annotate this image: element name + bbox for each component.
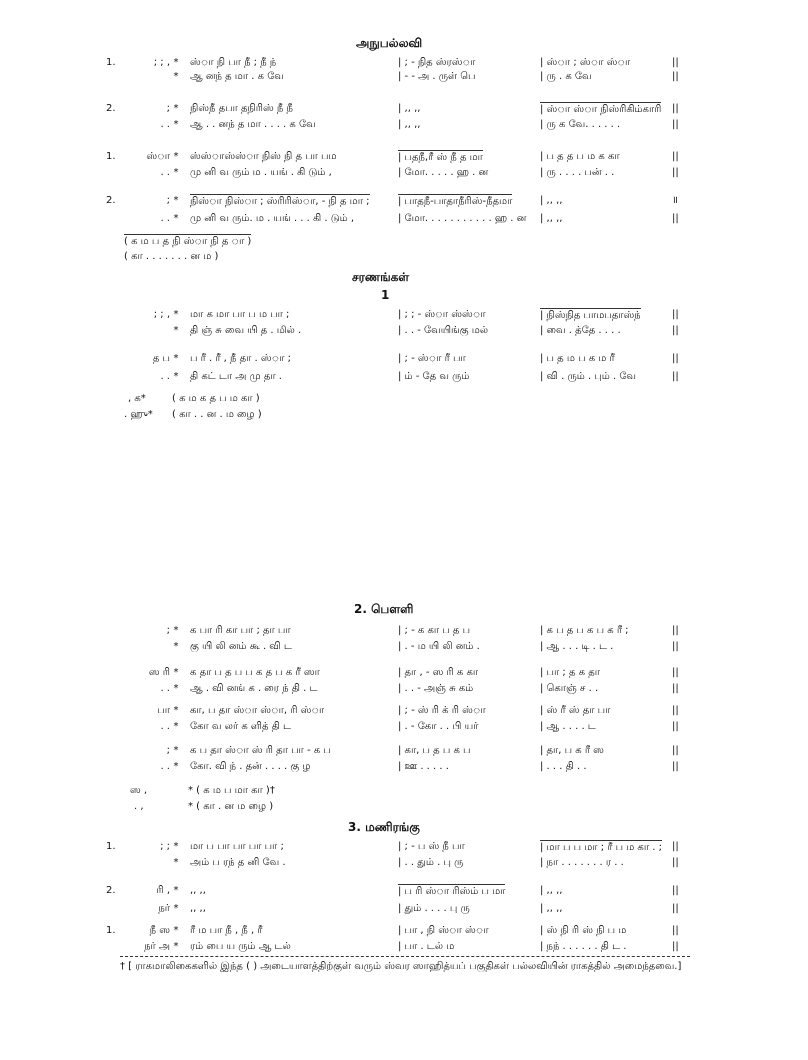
paren-lead: , க*	[128, 393, 146, 404]
measure-2: | . - கோ . . பி யர்	[398, 721, 479, 732]
measure-1: கோ வ லர் க ளித் தி ட	[190, 721, 292, 732]
measure-1: கோ. வி ந் . தன் . . . . கு ழ	[190, 761, 311, 772]
measure-3: | ,, ,,	[540, 195, 563, 206]
measure-2: | ஊ . . . . .	[398, 761, 449, 772]
measure-3: | மா ப ப மா ; ரீ ப ம கா . ;	[540, 842, 662, 853]
paren-lead: . ஹு*	[124, 409, 153, 420]
measure-3: | ப த ம ப க ம ரீ	[540, 353, 615, 364]
bar-end: ||	[672, 309, 679, 320]
star-marker: *	[173, 705, 179, 716]
notation-row	[0, 194, 808, 208]
measure-1: அம் ப ரந் த னி வே .	[190, 857, 286, 868]
star-marker: *	[173, 151, 179, 162]
notation-row	[0, 924, 808, 938]
measure-3: | நா . . . . . . . ர . .	[540, 857, 624, 868]
section-heading-charanangal: சரணங்கள்	[352, 270, 410, 284]
bar-end: ||	[672, 213, 679, 224]
star-marker: *	[173, 119, 179, 130]
star-marker: *	[173, 941, 179, 952]
row-lead: ;	[166, 195, 170, 206]
measure-3: | கொஞ் ச . .	[540, 683, 599, 694]
bar-end: ||	[672, 683, 679, 694]
measure-1: ரம் பை ய ரும் ஆ டல்	[190, 941, 291, 952]
row-lead: . .	[160, 371, 170, 382]
measure-1: க தா ப த ப ப க த ப க ரீ ஸா	[190, 667, 320, 678]
measure-2: | ம் - தே வ ரும்	[398, 371, 470, 382]
measure-1: மு னி வ ரும். ம . யங் . . . கி . டும் ,	[190, 213, 355, 224]
bar-end: ||	[672, 857, 679, 868]
star-marker: *	[173, 71, 179, 82]
measure-2: | ; - நித ஸ்ரஸ்ா	[398, 57, 476, 68]
measure-2: | . . - வேயிங்கு மல்	[398, 325, 489, 336]
notation-row	[0, 150, 808, 164]
lyric-row	[0, 370, 808, 384]
row-lead: . .	[160, 167, 170, 178]
row-number: 1.	[106, 925, 116, 936]
star-marker: *	[173, 625, 179, 636]
row-number: 1.	[106, 151, 116, 162]
measure-1: கா, ப தா ஸ்ா ஸ்ா, ரி ஸ்ா	[190, 705, 325, 716]
lyric-row	[0, 166, 808, 180]
star-marker: *	[173, 761, 179, 772]
measure-3: | ரு . க வே	[540, 71, 592, 82]
measure-2: | பதநீ,ரீ ஸ் நீ த மா	[398, 152, 483, 163]
measure-2: | பா , நி ஸ்ா ஸ்ா	[398, 925, 489, 936]
notation-row	[0, 704, 808, 718]
measure-3: | ரு . . . . பன் . .	[540, 167, 615, 178]
raga-paren-sahitya: * ( கா . ன ம ழை )	[188, 801, 274, 812]
row-lead: ஸ ரி	[148, 667, 170, 678]
bar-end: ||	[672, 57, 679, 68]
bar-end: ||	[672, 641, 679, 652]
measure-3: | தா, ப க ரீ ஸ	[540, 745, 604, 756]
row-number: 1.	[106, 841, 116, 852]
bar-end: ||	[672, 371, 679, 382]
star-marker: *	[173, 885, 179, 896]
measure-1: மா க மா பா ப ம பா ;	[190, 309, 290, 320]
lyric-row	[0, 70, 808, 84]
measure-2: | ப ரி ஸ்ா ரிஸ்ம் ப மா	[398, 886, 506, 897]
row-lead: நர்	[158, 903, 170, 914]
lyric-row	[0, 640, 808, 654]
row-lead: ;	[166, 103, 170, 114]
star-marker: *	[173, 309, 179, 320]
bar-end: ||	[672, 151, 679, 162]
footnote-rule	[120, 956, 690, 957]
measure-3: | பா ; த க தா	[540, 667, 600, 678]
measure-3: | . . . தி . .	[540, 761, 587, 772]
row-lead: நீ ஸ	[149, 925, 170, 936]
row-lead: ; ; ,	[153, 309, 170, 320]
measure-2: | பாதநீ-பாதாநீரிஸ்-நீதமா	[398, 196, 513, 207]
row-lead: . .	[160, 213, 170, 224]
measure-3: | வி . ரும் . பும் . வே	[540, 371, 637, 382]
row-lead: ; ; ,	[153, 57, 170, 68]
measure-3: | ஸ்ா ஸ்ா நிஸ்ரிகிம்காரி	[540, 104, 662, 115]
measure-2: | மோ. . . . . ஹ . ன	[398, 167, 489, 178]
lyric-row	[0, 856, 808, 870]
bar-end: ||	[672, 625, 679, 636]
measure-2: | ,, ,,	[398, 103, 421, 114]
bar-end: ||	[672, 925, 679, 936]
star-marker: *	[173, 57, 179, 68]
star-marker: *	[173, 683, 179, 694]
measure-1: மு னி வ ரும் ம . யங் . கி டும் ,	[190, 167, 332, 178]
measure-3: | ரு க வே. . . . . .	[540, 119, 621, 130]
bar-end: ||	[672, 941, 679, 952]
raga-paren-swara: ( க ம ப த நி ஸ்ா நி த ா )	[124, 236, 252, 247]
bar-end: ||	[672, 667, 679, 678]
measure-3: | நிஸ்நித பாமபதாஸ்ந்	[540, 310, 641, 321]
star-marker: *	[173, 325, 179, 336]
measure-1: நிஸ்ா நிஸ்ா ; ஸ்ரிரிஸ்ா, - நி த மா ;	[190, 196, 370, 207]
lyric-row	[0, 212, 808, 226]
measure-3: | ஸ் நி ரி ஸ் நி ப ம	[540, 925, 627, 936]
star-marker: *	[173, 213, 179, 224]
measure-3: | ,, ,,	[540, 213, 563, 224]
notation-row	[0, 56, 808, 70]
notation-row	[0, 102, 808, 116]
row-lead: பா	[157, 705, 170, 716]
bar-end: ||	[672, 119, 679, 130]
measure-3: | வை . த்தே . . . .	[540, 325, 621, 336]
star-marker: *	[173, 641, 179, 652]
lyric-row	[0, 118, 808, 132]
measure-1: கு யி லி னம் கூ . வி ட	[190, 641, 292, 652]
raga-paren-swara: ( க ம க த ப ம கா )	[172, 393, 260, 404]
measure-1: ,, ,,	[190, 885, 206, 896]
measure-2: | ; - ஸ் ரி க் ரி ஸ்ா	[398, 705, 486, 716]
measure-2: | - - அ . ருள் பெ	[398, 71, 476, 82]
notation-row	[0, 666, 808, 680]
measure-2: | . . தும் . பு ரு	[398, 857, 464, 868]
star-marker: *	[173, 103, 179, 114]
lyric-row	[0, 720, 808, 734]
star-marker: *	[173, 857, 179, 868]
measure-3: | க ப த ப க ப க ரீ ;	[540, 625, 629, 636]
measure-3: | ப த த ப ம க கா	[540, 151, 620, 162]
row-lead: ரி ,	[156, 885, 170, 896]
measure-3: | ஸ் ரீ ஸ் தா பா	[540, 705, 611, 716]
notation-row	[0, 744, 808, 758]
paren-lead: . ,	[134, 801, 144, 812]
lyric-row	[0, 324, 808, 338]
measure-1: ,, ,,	[190, 903, 206, 914]
row-lead: . .	[160, 721, 170, 732]
measure-2: | ,, ,,	[398, 119, 421, 130]
measure-1: ஸ்ஸ்ாஸ்ஸ்ா நிஸ் நி த பா பம	[190, 151, 337, 162]
section-heading-bhouli: 2. பௌளி	[354, 602, 414, 616]
notation-row	[0, 840, 808, 854]
row-number: 2.	[106, 885, 116, 896]
star-marker: *	[173, 841, 179, 852]
bar-end: ||	[672, 325, 679, 336]
measure-1: க பா ரி கா பா ; தா பா	[190, 625, 291, 636]
bar-end: ||	[672, 761, 679, 772]
bar-end: ||	[672, 71, 679, 82]
measure-1: ஆ னந் த மா . க வே	[190, 71, 284, 82]
measure-3: | நந் . . . . . . தி ட .	[540, 941, 627, 952]
measure-2: | ; - க கா ப த ப	[398, 625, 471, 636]
star-marker: *	[173, 667, 179, 678]
bar-end: ॥	[672, 195, 678, 206]
row-lead: . .	[160, 119, 170, 130]
lyric-row	[0, 902, 808, 916]
measure-2: | மோ. . . . . . . . . . . ஹ . ன	[398, 213, 527, 224]
bar-end: ||	[672, 841, 679, 852]
lyric-row	[0, 940, 808, 954]
raga-paren-sahitya: ( கா . . . . . . . ன ம )	[124, 251, 219, 262]
notation-row	[0, 624, 808, 638]
measure-2: | ; - ஸ்ா ரீ பா	[398, 353, 466, 364]
row-lead: நர் அ	[144, 941, 170, 952]
notation-row	[0, 308, 808, 322]
row-number: 2.	[106, 103, 116, 114]
measure-3: | ஆ . . . . ட	[540, 721, 596, 732]
star-marker: *	[173, 371, 179, 382]
row-lead: த ப	[152, 353, 170, 364]
row-number: 2.	[106, 195, 116, 206]
lyric-row	[0, 760, 808, 774]
measure-2: | தா , - ஸ ரி க கா	[398, 667, 479, 678]
section-heading-maniranku: 3. மணிரங்கு	[348, 820, 420, 834]
measure-3: | ஆ . . . டி . ட .	[540, 641, 614, 652]
measure-3: | ,, ,,	[540, 885, 563, 896]
section-heading-anupallavi: அநுபல்லவி	[356, 36, 423, 50]
footnote: † [ ராகமாலிகைகளில் இந்த ( ) அடையாளத்திற்குள் வரும் ஸ்வர ஸாஹித்யப் பகுதிகள் பல்லவியின் ராகத்தில் அமைந்தவை.]	[120, 961, 682, 972]
raga-paren-swara: * ( க ம ப மா கா )†	[188, 785, 275, 796]
measure-2: | பா . டல் ம	[398, 941, 455, 952]
bar-end: ||	[672, 103, 679, 114]
row-lead: ;	[166, 625, 170, 636]
bar-end: ||	[672, 167, 679, 178]
star-marker: *	[173, 353, 179, 364]
row-lead: ஸ்ா	[146, 151, 170, 162]
measure-2: | . . - அஞ் சு கம்	[398, 683, 474, 694]
star-marker: *	[173, 903, 179, 914]
measure-1: தி கட் டா அ மு தா .	[190, 371, 282, 382]
row-lead: . .	[160, 683, 170, 694]
paren-lead: ஸ ,	[130, 785, 148, 796]
measure-2: | ; ; - ஸ்ா ஸ்ஸ்ா	[398, 309, 486, 320]
row-lead: ; ;	[160, 841, 170, 852]
measure-1: ஆ . . னந் த மா . . . . க வே	[190, 119, 316, 130]
notation-row	[0, 352, 808, 366]
bar-end: ||	[672, 745, 679, 756]
star-marker: *	[173, 925, 179, 936]
measure-1: மா ப பா பா பா பா ;	[190, 841, 284, 852]
row-lead: ;	[166, 745, 170, 756]
bar-end: ||	[672, 885, 679, 896]
measure-1: ஸ்ா நி பா நீ ; நீ ந்	[190, 57, 277, 68]
raga-paren-sahitya: ( கா . . ன . ம ழை )	[172, 409, 262, 420]
measure-1: ப ரீ . ரீ , நீ தா . ஸ்ா ;	[190, 353, 292, 364]
measure-2: | தும் . . . . பு ரு	[398, 903, 470, 914]
bar-end: ||	[672, 353, 679, 364]
measure-1: ஆ . வி னங் க . ரை ந் தி . ட	[190, 683, 318, 694]
measure-3: | ஸ்ா ; ஸ்ா ஸ்ா	[540, 57, 631, 68]
bar-end: ||	[672, 705, 679, 716]
charanam-number: 1	[381, 288, 390, 302]
measure-3: | ,, ,,	[540, 903, 563, 914]
measure-2: | கா, ப த ப க ப	[398, 745, 471, 756]
star-marker: *	[173, 745, 179, 756]
measure-1: க ப தா ஸ்ா ஸ் ரி தா பா - க ப	[190, 745, 331, 756]
bar-end: ||	[672, 721, 679, 732]
measure-1: நிஸ்நீ தபா தநிரிஸ் நீ நீ	[190, 103, 293, 114]
row-lead: . .	[160, 761, 170, 772]
measure-2: | . - ம யி லி னம் .	[398, 641, 480, 652]
measure-1: ரீ ம பா நீ , நீ , ரீ	[190, 925, 263, 936]
notation-row	[0, 884, 808, 898]
measure-1: தி ஞ் சு வை யி த . மில் .	[190, 325, 302, 336]
measure-2: | ; - ப ஸ் நீ பா	[398, 841, 465, 852]
star-marker: *	[173, 721, 179, 732]
lyric-row	[0, 682, 808, 696]
row-number: 1.	[106, 57, 116, 68]
star-marker: *	[173, 195, 179, 206]
star-marker: *	[173, 167, 179, 178]
bar-end: ||	[672, 903, 679, 914]
